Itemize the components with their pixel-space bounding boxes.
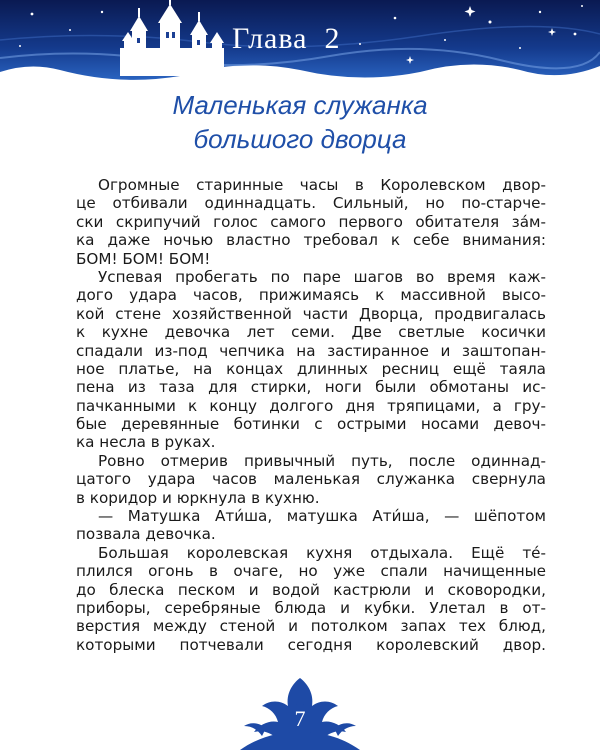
text-line: — Матушка Ати́ша, матушка Ати́ша, — шёпотом — [98, 507, 546, 526]
text-line: ски скрипучий голос самого первого обитателя за́м- — [76, 212, 546, 231]
text-line: верстия между стеной и потолком запах тех блюд, — [76, 617, 546, 636]
text-line: приборы, серебряные блюда и кубки. Улетал в от- — [76, 598, 546, 617]
text-line: Огромные старинные часы в Королевском двор- — [98, 176, 546, 194]
title-line-2: большого дворца — [193, 124, 407, 154]
text-line: кой стене хозяйственной части Дворца, продвигалась — [76, 304, 546, 323]
text-line: спадали из-под чепчика на застиранное и заштопан- — [76, 341, 546, 360]
text-line: це отбивали одиннадцать. Сильный, но по-старче- — [76, 194, 546, 213]
text-line: Большая королевская кухня отдыхала. Ещё те́- — [98, 543, 546, 562]
text-line: БОМ! БОМ! БОМ! — [76, 249, 211, 268]
text-line: к кухне девочка лет семи. Две светлые косички — [76, 323, 546, 342]
text-line: до блеска песком и водой кастрюли и сковородки, — [76, 580, 546, 599]
text-line: позвала девочка. — [76, 525, 216, 544]
text-line: бые деревянные ботинки с острыми носами девоч- — [76, 415, 546, 434]
page-number: 7 — [294, 706, 306, 731]
body-text — [76, 176, 546, 654]
text-line: пена из таза для стирки, ноги были обмотаны ис- — [76, 378, 546, 397]
text-line: в коридор и юркнула в кухню. — [76, 488, 320, 507]
text-line: плился огонь в очаге, но уже спали начищенные — [76, 562, 546, 581]
text-line: которыми потчевали сегодня королевский двор. — [76, 635, 546, 654]
text-line: ное платье, на концах длинных ресниц ещё таяла — [76, 359, 546, 378]
text-line: ка несла в руках. — [76, 433, 216, 452]
text-line: дого удара часов, прижимаясь к массивной высо- — [76, 286, 546, 305]
chapter-label: Глава 2 — [232, 22, 341, 55]
text-line: Ровно отмерив привычный путь, после одиннад- — [98, 451, 546, 470]
text-line: цатого удара часов маленькая служанка свернула — [76, 470, 546, 489]
text-line: Успевая пробегать по паре шагов во время каж- — [98, 267, 546, 286]
text-line: ка даже ночью властно требовал к себе внимания: — [76, 231, 546, 250]
page-title — [0, 88, 600, 156]
title-line-1: Маленькая служанка — [172, 90, 428, 120]
text-line: пачканными к концу долгого дня тряпицами, а гру- — [76, 396, 546, 415]
